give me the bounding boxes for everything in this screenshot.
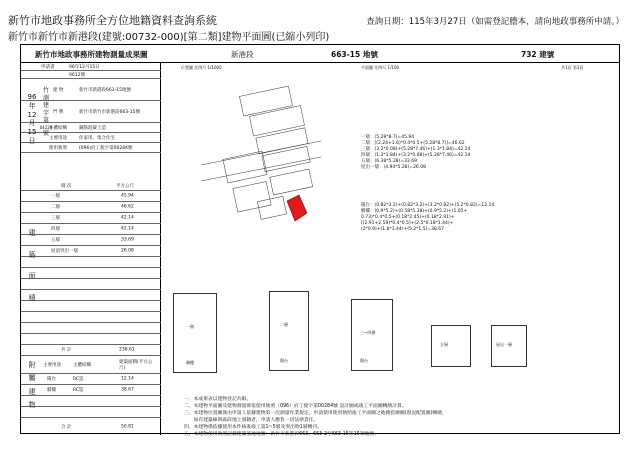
plan-label: 騎樓 [186, 360, 194, 365]
vertical-date [25, 93, 39, 146]
total-value: 236.61 [119, 347, 135, 353]
system-title: 新竹市地政事務所全方位地籍資料查詢系統 [8, 14, 217, 27]
floor-plan-roof [491, 325, 527, 367]
plan-label: 陽台 [360, 358, 368, 363]
vw-3: 字 [42, 109, 49, 117]
address-label: 門 牌 [53, 109, 64, 115]
plan-label: 二層 [280, 322, 288, 327]
area-formula-lower: 陽台：(0.82*3.2)+(0.82*3.2)+(3.2*0.82)+(5.2*0.82)=12.14 騎樓：(0.9*5.2)+(0.58*5.38)+(0.9*5.2)+(1.05+ 0.73)*0.4*0.5+(0.18*2.45)+(0.18*2.91)+ [(2.91+2.59)*0.4*0.5]+(2.5*0.18*1.44)+ (2*0.9)+(1.8*3.44)+(5.2*1.5)=38.67 [361, 203, 495, 233]
location-map [201, 81, 321, 231]
vw-6: 號 [42, 129, 49, 137]
annex-area-header: 建築面積(平方公尺) [119, 359, 153, 371]
total-row [21, 345, 161, 356]
floor-name: 三層 [51, 216, 60, 221]
vd-5: 日 [28, 136, 36, 145]
annex-area: 38.67 [121, 387, 134, 393]
floor-row [21, 202, 161, 213]
floor-header-row [21, 181, 161, 191]
vd-4: 15 [27, 128, 37, 136]
floor-name: 屋頂突出一層 [51, 249, 78, 254]
vd-2: 12 [27, 110, 37, 119]
annex-struct: RC造 [73, 388, 84, 393]
va-3: 物 [28, 400, 36, 409]
total-label: 共 計 [61, 348, 72, 353]
floor-name: 五層 [51, 238, 60, 243]
vertical-annex-title [25, 359, 39, 412]
floor-area: 33.69 [121, 237, 134, 243]
blank-row [21, 257, 161, 268]
annex-area: 12.14 [121, 376, 134, 382]
floor-plan-2 [269, 291, 309, 371]
vd-3: 月 [28, 119, 36, 128]
vw-4: 第 [42, 117, 49, 124]
vw-5: 04226 [39, 124, 53, 130]
blank-row [21, 323, 161, 334]
annex-row [21, 385, 161, 396]
vm-0: 建 [28, 229, 36, 237]
floor-name: 四層 [51, 227, 60, 232]
main-use-label: 主要用途 [49, 135, 67, 141]
application-row [21, 63, 161, 71]
annex-struct-header: 主體結構 [73, 362, 91, 368]
info-panel [21, 63, 161, 435]
va-2: 建 [28, 387, 36, 396]
floor-area: 26.08 [121, 248, 134, 254]
plan-label: 屋出一層 [496, 342, 512, 347]
floor-area: 45.94 [121, 193, 134, 199]
receive-no: 9612號 [69, 72, 85, 78]
banner-org: 新竹市地政事務所建物測量成果圖 [35, 50, 148, 59]
query-date: 查詢日期：115年3月27日（如需登記謄本，請向地政事務所申請。） [366, 17, 624, 27]
permit-row [21, 143, 161, 153]
vm-1: 築 [28, 250, 36, 259]
structure-label: 主體結構 [49, 125, 67, 131]
vd-1: 年 [28, 101, 36, 110]
va-0: 附 [28, 361, 36, 369]
floor-plan-3 [351, 299, 393, 371]
application-date: 96年12月15日 [69, 64, 100, 70]
address-value: 新竹市新竹市新港段663-15號 [79, 109, 140, 115]
floor-name: 一層 [51, 194, 60, 199]
notes: 一、本成果表以建物登記為限。 二、本建物平面圖及建物測量係依使用執照（096）府工使字第00284號 設計圖或竣工平面圖轉繪計算。 三、本建物位置圖係由申請人依據建物第一次測量作業規定，申請使用使用執照竣工平面圖之地籍套繪圖(現況配置圖)轉繪， 如有建築線與區段地上發籍者，申請人應負一切法律責任。 四、本建物係依據使用本件核准竣工第1~5層及突出物1層轉刊。 五、本建物使用執照記載建築基地地號：新竹市新港段663、663-2至663-15等15筆地號。 [184, 397, 447, 437]
banner-section: 新港段 [231, 50, 254, 59]
plan-label: 五層 [440, 342, 448, 347]
blank-row [21, 312, 161, 323]
survey-result-sheet [20, 44, 620, 437]
banner-lot: 663-15 地號 [331, 50, 378, 59]
blank-row [21, 407, 161, 418]
floor-plan-5 [431, 325, 471, 367]
vw-1: 測 [42, 94, 49, 102]
building-location-highlight [287, 195, 307, 221]
annex-use: 騎樓 [47, 388, 56, 393]
floor-area: 42.14 [121, 215, 134, 221]
vertical-word [39, 87, 53, 137]
annex-row [21, 374, 161, 385]
floor-row [21, 235, 161, 246]
va-1: 屬 [28, 374, 36, 383]
plan-scale: 平面圖 比例尺 1/100 [361, 65, 400, 70]
receive-row [21, 71, 161, 79]
annex-use-header: 主要用途 [43, 362, 61, 368]
floor-row [21, 224, 161, 235]
door-label: 建 物 [53, 87, 64, 93]
plan-label: 三~四層 [360, 330, 376, 335]
floor-row [21, 213, 161, 224]
application-label: 申請書 [41, 64, 55, 70]
floor-row [21, 191, 161, 202]
floor-row [21, 246, 161, 257]
blank-row [21, 290, 161, 301]
vw-2: 建 [42, 102, 49, 109]
door-value: 新竹市新港段663-15地號 [79, 87, 131, 93]
annex-total-value: 50.81 [121, 424, 134, 429]
banner-building-no: 732 建號 [521, 50, 555, 59]
floor-plan-1 [173, 293, 217, 373]
blank-row [21, 396, 161, 407]
plan-label: 陽台 [280, 358, 288, 363]
structure-value: 鋼筋混凝土造 [79, 125, 106, 131]
floor-area: 46.62 [121, 204, 134, 210]
drawing-panel [161, 63, 621, 435]
annex-total-label: 合 計 [61, 424, 72, 430]
blank-row [21, 301, 161, 312]
permit-value: (096)府工使字第00284號 [79, 145, 133, 151]
vertical-main-title [25, 223, 39, 310]
blank-row [21, 334, 161, 345]
vm-3: 積 [28, 294, 36, 303]
sheet-number: 共1頁 第1頁 [561, 65, 584, 70]
area-header: 平方公尺 [116, 183, 134, 189]
main-use-value: 住家用、集合住宅 [79, 135, 115, 141]
document-subtitle: 新竹市新竹市新港段(建號:00732-000)[第二類]建物平面圖(已縮小列印) [8, 32, 330, 43]
blank-row [21, 279, 161, 290]
floor-header: 層 次 [61, 183, 72, 189]
vm-2: 面 [28, 272, 36, 281]
floor-name: 二層 [51, 205, 60, 210]
floor-area: 42.14 [121, 226, 134, 232]
annex-total-row [21, 418, 161, 435]
area-formula-upper: 一層：(5.28*8.7)=45.94 二層：[(2.24+1.6)*0.4*0.5+(5.28*8.7)]=46.62 三層：(3.2*0.08)+(5.28*7.46)+(1.3*1.84)=42.14 四層：(1.3*1.84)+(3.2*0.08)+(5.28*7.46)=42.14 五層：(6.38*5.28)=33.69 屋出一層：(4.94*5.28)=26.08 [361, 135, 471, 171]
vw-0: 竹 [42, 87, 49, 94]
annex-use: 陽台 [47, 377, 56, 382]
vd-0: 96 [27, 93, 37, 101]
annex-struct: RC造 [73, 377, 84, 382]
blank-row [21, 268, 161, 279]
annex-header-row [21, 356, 161, 374]
location-scale: 位置圖 比例尺 1/1000 [181, 65, 222, 70]
permit-label: 使用執照 [49, 145, 67, 151]
plan-label: 一層 [186, 324, 194, 329]
sheet-banner [21, 45, 619, 63]
